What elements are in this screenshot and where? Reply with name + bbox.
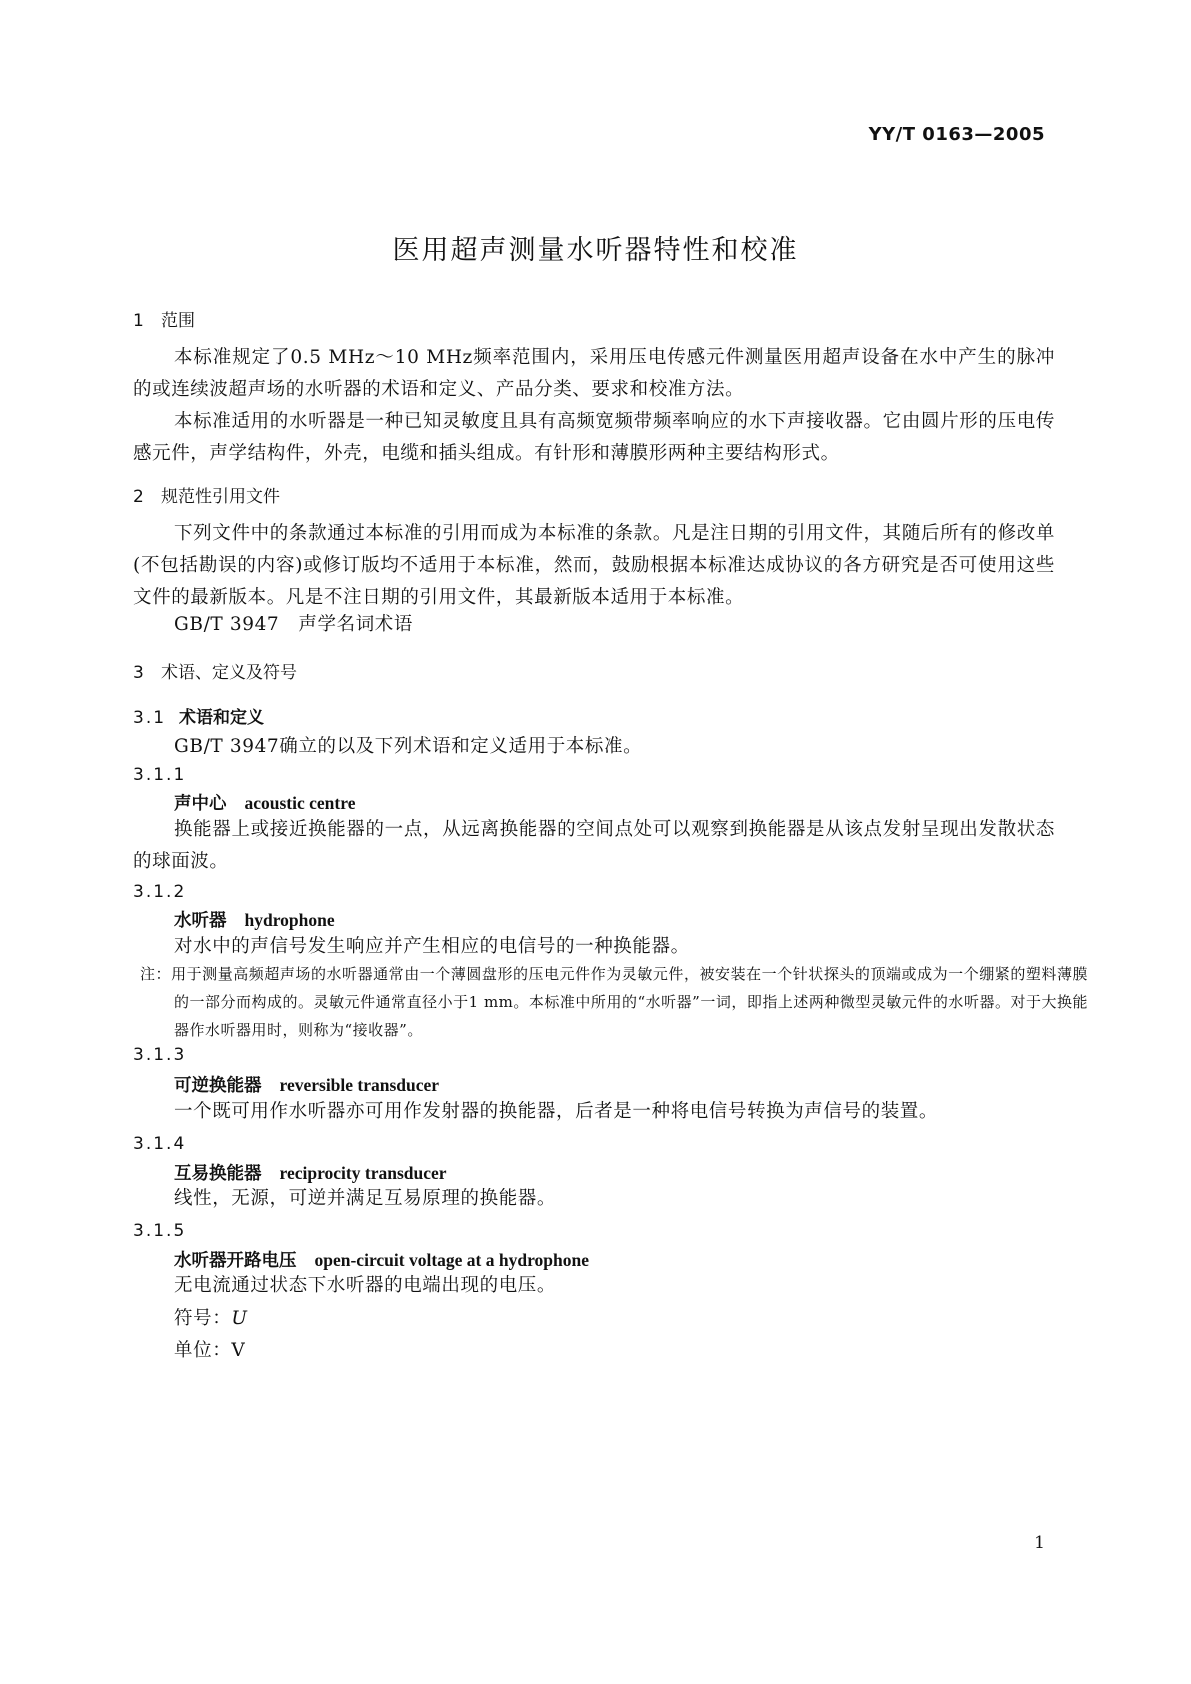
- section-title: 范围: [161, 311, 195, 331]
- term-english: reciprocity transducer: [279, 1163, 447, 1183]
- section-2-heading: [133, 482, 280, 507]
- term-definition: 对水中的声信号发生响应并产生相应的电信号的一种换能器。: [174, 936, 690, 957]
- term-definition: 一个既可用作水听器亦可用作发射器的换能器，后者是一种将电信号转换为声信号的装置。: [174, 1101, 939, 1122]
- term-heading: [174, 1072, 439, 1097]
- subsection-title: 术语和定义: [179, 708, 264, 728]
- symbol-value: U: [231, 1308, 248, 1329]
- term-number: 3.1.5: [133, 1221, 187, 1241]
- term-heading: [174, 1160, 447, 1185]
- term-heading: [174, 790, 355, 815]
- term-chinese: 可逆换能器: [174, 1076, 262, 1096]
- term-definition: 无电流通过状态下水听器的电端出现的电压。: [174, 1275, 557, 1296]
- section-title: 规范性引用文件: [161, 487, 280, 507]
- term-definition: 线性，无源，可逆并满足互易原理的换能器。: [174, 1188, 557, 1209]
- symbol-line: [174, 1304, 248, 1330]
- term-number: 3.1.4: [133, 1134, 187, 1154]
- symbol-label: 符号：: [174, 1308, 232, 1329]
- normative-reference: GB/T 3947 声学名词术语: [174, 614, 414, 635]
- term-number: 3.1.2: [133, 882, 187, 902]
- subsection-3-1-heading: [133, 703, 264, 728]
- term-number: 3.1.3: [133, 1045, 187, 1065]
- term-english: open-circuit voltage at a hydrophone: [314, 1250, 589, 1270]
- section-1-paragraph-2: 本标准适用的水听器是一种已知灵敏度且具有高频宽频带频率响应的水下声接收器。它由圆片形的压电传感元件，声学结构件，外壳，电缆和插头组成。有针形和薄膜形两种主要结构形式。: [133, 411, 1055, 464]
- section-number: 1: [133, 311, 144, 331]
- unit-line: [174, 1336, 245, 1362]
- terms-intro: GB/T 3947确立的以及下列术语和定义适用于本标准。: [174, 736, 643, 757]
- standard-code: YY/T 0163—2005: [868, 124, 1045, 145]
- section-number: 3: [133, 663, 144, 683]
- section-3-heading: [133, 658, 297, 683]
- page-number: 1: [1034, 1533, 1045, 1553]
- term-english: hydrophone: [244, 910, 335, 930]
- term-note: 注：用于测量高频超声场的水听器通常由一个薄圆盘形的压电元件作为灵敏元件，被安装在一个针状探头的顶端或成为一个绷紧的塑料薄膜的一部分而构成的。灵敏元件通常直径小于1 mm。本标准中所用的“水听器”一词，即指上述两种微型灵敏元件的水听器。对于大换能器作水听器用时，则称为“接收器”。: [140, 965, 1088, 1039]
- section-2-paragraph-1: 下列文件中的条款通过本标准的引用而成为本标准的条款。凡是注日期的引用文件，其随后所有的修改单(不包括勘误的内容)或修订版均不适用于本标准，然而，鼓励根据本标准达成协议的各方研究是否可使用这些文件的最新版本。凡是不注日期的引用文件，其最新版本适用于本标准。: [133, 523, 1055, 608]
- term-chinese: 水听器开路电压: [174, 1251, 297, 1271]
- unit-value: V: [231, 1340, 246, 1361]
- term-heading: [174, 1247, 589, 1272]
- section-1-heading: [133, 306, 195, 331]
- subsection-number: 3.1: [133, 708, 167, 728]
- section-1-paragraph-1: 本标准规定了0.5 MHz～10 MHz频率范围内，采用压电传感元件测量医用超声设备在水中产生的脉冲的或连续波超声场的水听器的术语和定义、产品分类、要求和校准方法。: [133, 347, 1055, 400]
- term-number: 3.1.1: [133, 765, 187, 785]
- term-heading: [174, 907, 335, 932]
- term-chinese: 声中心: [174, 794, 227, 814]
- section-number: 2: [133, 487, 144, 507]
- unit-label: 单位：: [174, 1340, 232, 1361]
- term-chinese: 互易换能器: [174, 1164, 262, 1184]
- section-title: 术语、定义及符号: [161, 663, 297, 683]
- document-title: 医用超声测量水听器特性和校准: [392, 235, 799, 266]
- term-chinese: 水听器: [174, 911, 227, 931]
- term-english: acoustic centre: [244, 793, 356, 813]
- term-definition: 换能器上或接近换能器的一点，从远离换能器的空间点处可以观察到换能器是从该点发射呈现出发散状态的球面波。: [133, 819, 1055, 872]
- term-english: reversible transducer: [279, 1075, 440, 1095]
